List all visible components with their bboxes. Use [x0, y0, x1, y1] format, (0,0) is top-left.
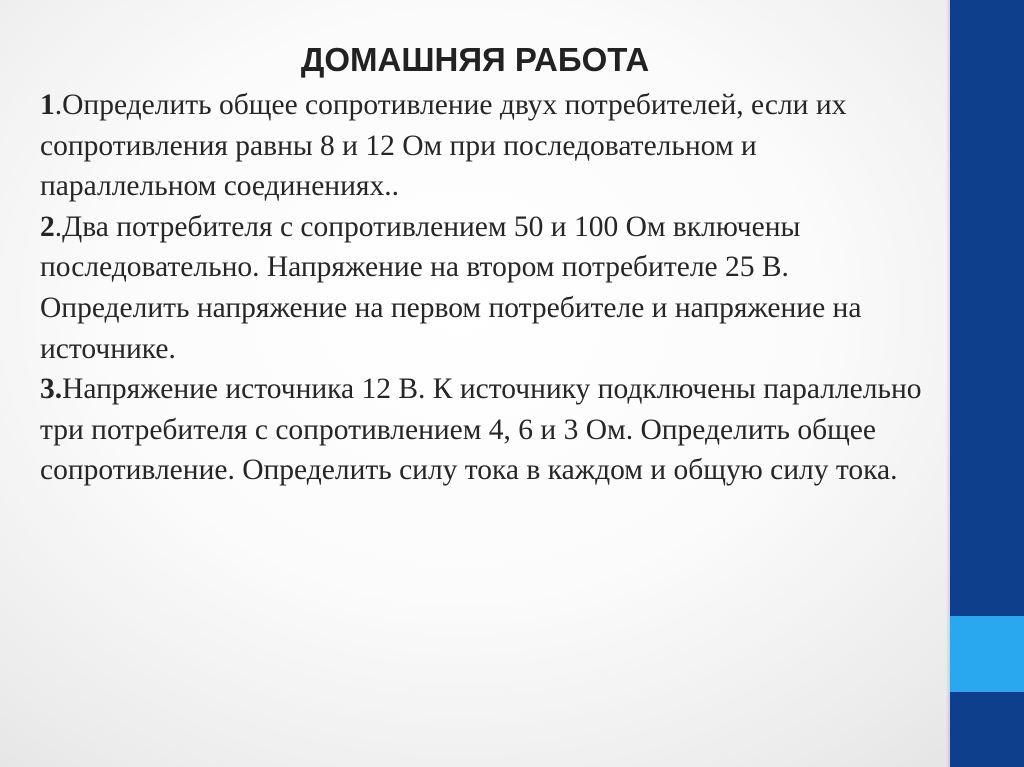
task-number-1: 1: [40, 89, 55, 121]
task-number-3: 3.: [40, 373, 63, 406]
slide-title: ДОМАШНЯЯ РАБОТА: [300, 41, 650, 78]
task-text-2: .Два потребителя с сопротивлением 50 и 100 Ом включены последовательно. Напряжение на втором потребителе 25 В. Определить напряжение на первом потребителе и напряжение на источнике.: [40, 210, 862, 365]
side-bar-accent: [950, 616, 1024, 692]
task-number-2: 2: [40, 210, 55, 243]
task-item-2: [40, 207, 940, 369]
task-text-1: .Определить общее сопротивление двух потребителей, если их сопротивления равны 8 и 12 Ом при последовательном и параллельном соединениях..: [40, 89, 847, 203]
task-item-3: [40, 369, 940, 491]
task-text-3: Напряжение источника 12 В. К источнику подключены параллельно три потребителя с сопротивлением 4, 6 и 3 Ом. Определить общее сопротивление. Определить силу тока в каждом и общую силу тока.: [40, 373, 922, 487]
task-item-1: [40, 85, 940, 207]
task-list: [40, 85, 940, 491]
